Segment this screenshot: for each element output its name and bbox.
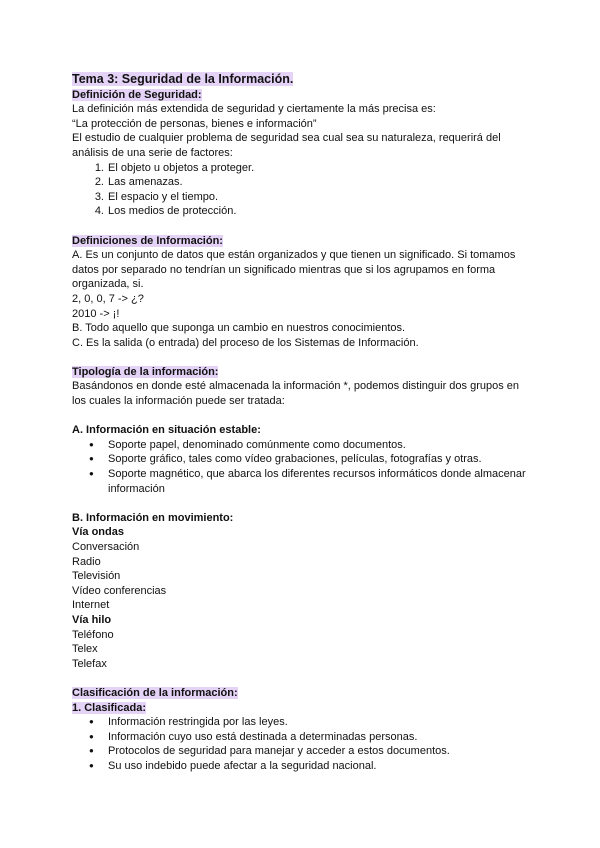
- paragraph: C. Es la salida (o entrada) del proceso de los Sistemas de Información.: [72, 336, 419, 349]
- subheading-via-hilo: Vía hilo: [72, 613, 112, 626]
- page-title: Tema 3: Seguridad de la Información.: [72, 72, 294, 86]
- document-body: [72, 72, 532, 774]
- clasificada-list: [72, 715, 532, 773]
- subheading-clasificada: 1. Clasificada:: [72, 701, 146, 714]
- list-item: 4. Los medios de protección.: [94, 205, 237, 218]
- list-item: Telex: [72, 643, 98, 656]
- list-item: 2. Las amenazas.: [94, 176, 183, 189]
- bullet-icon: ●: [89, 746, 94, 756]
- list-item: ● Información cuyo uso está destinada a determinadas personas.: [89, 730, 418, 743]
- section-heading-tipologia: Tipología de la información:: [72, 365, 219, 378]
- example-line: 2010 -> ¡!: [72, 307, 120, 320]
- bullet-icon: ●: [89, 760, 94, 770]
- list-item: Vídeo conferencias: [72, 584, 167, 597]
- subheading-informacion-movimiento: B. Información en movimiento:: [72, 511, 234, 524]
- list-item: Radio: [72, 555, 101, 568]
- paragraph: El estudio de cualquier problema de seguridad sea cual sea su naturaleza, requerirá del análisis de una serie de factores:: [72, 132, 501, 159]
- paragraph: Basándonos en donde esté almacenada la información *, podemos distinguir dos grupos en los cuales la información puede ser tratada:: [72, 380, 520, 408]
- list-item: 3. El espacio y el tiempo.: [94, 190, 219, 203]
- estable-list: [72, 438, 532, 496]
- list-item: ● Soporte gráfico, tales como vídeo grabaciones, películas, fotografías y otras.: [89, 453, 482, 466]
- paragraph: La definición más extendida de seguridad y ciertamente la más precisa es:: [72, 103, 436, 116]
- bullet-icon: ●: [89, 454, 94, 464]
- list-item: Conversación: [72, 541, 140, 553]
- section-heading-definiciones-informacion: Definiciones de Información:: [72, 234, 223, 247]
- paragraph: B. Todo aquello que suponga un cambio en nuestros conocimientos.: [72, 322, 406, 335]
- list-item: ● Soporte papel, denominado comúnmente como documentos.: [89, 438, 406, 451]
- example-line: 2, 0, 0, 7 -> ¿?: [72, 292, 144, 305]
- bullet-icon: ●: [89, 717, 94, 727]
- list-item: ● Soporte magnético, que abarca los diferentes recursos informáticos donde almacenar información: [89, 468, 526, 495]
- bullet-icon: ●: [89, 469, 94, 479]
- list-item: 1. El objeto u objetos a proteger.: [94, 161, 255, 174]
- list-item: Internet: [72, 599, 110, 612]
- section-heading-definicion: Definición de Seguridad:: [72, 88, 202, 101]
- list-item: Teléfono: [72, 628, 114, 641]
- bullet-icon: ●: [89, 439, 94, 449]
- paragraph: A. Es un conjunto de datos que están organizados y que tienen un significado. Si tomamos datos por separado no tendrían un significado mientras que si los agrupamos en forma organizada, si.: [72, 249, 516, 291]
- bullet-icon: ●: [89, 731, 94, 741]
- list-item: Telefax: [72, 657, 107, 670]
- subheading-via-ondas: Vía ondas: [72, 526, 124, 539]
- list-item: Televisión: [72, 570, 121, 583]
- list-item: ● Información restringida por las leyes.: [89, 716, 288, 729]
- subheading-informacion-estable: A. Información en situación estable:: [72, 424, 261, 437]
- section-heading-clasificacion: Clasificación de la información:: [72, 686, 238, 699]
- list-item: ● Protocolos de seguridad para manejar y acceder a estos documentos.: [89, 745, 450, 758]
- list-item: ● Su uso indebido puede afectar a la seguridad nacional.: [89, 759, 377, 772]
- quote-line: “La protección de personas, bienes e información”: [72, 117, 317, 130]
- factors-list: [72, 161, 532, 219]
